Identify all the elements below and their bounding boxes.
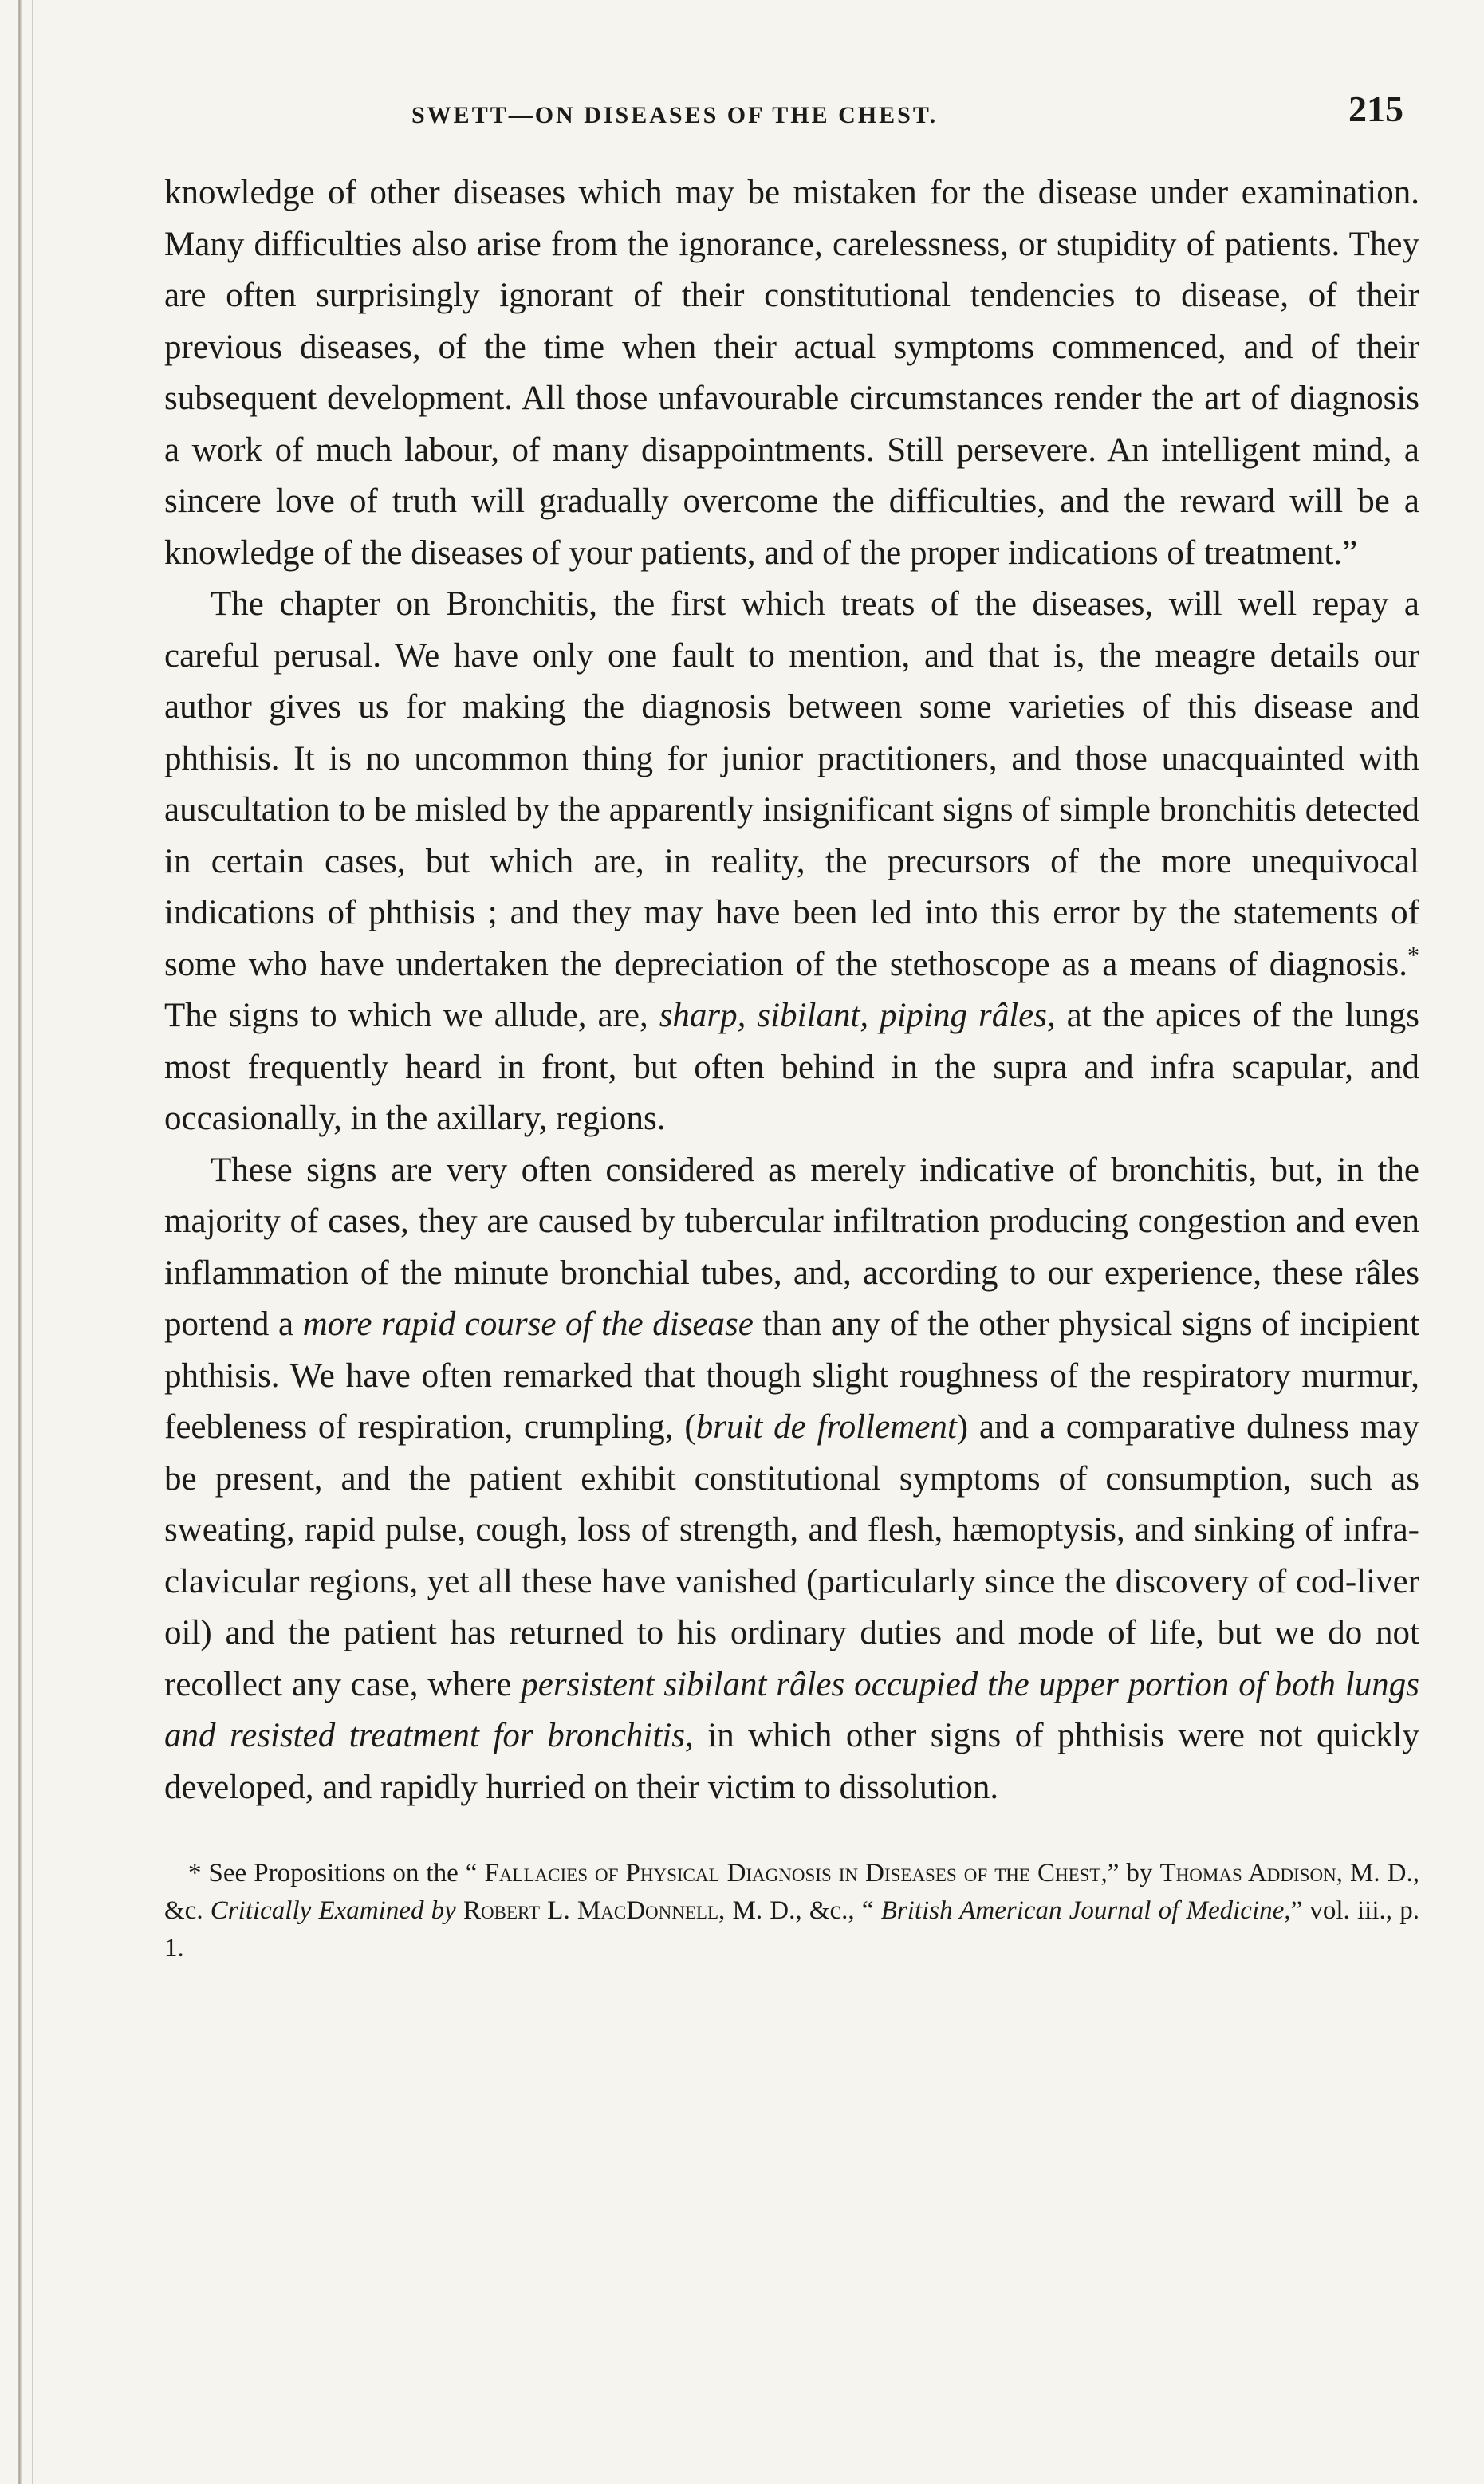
paragraph-2 [164, 579, 1419, 1145]
footnote-reviewer-caps: Robert L. MacDonnell, [455, 1896, 726, 1925]
footnote [164, 1855, 1419, 1967]
paragraph-3-italic-d: bruit de frollement [695, 1408, 957, 1446]
footnote-text [164, 1855, 1419, 1967]
footnote-title-caps: Fallacies of Physical Diagnosis in Diseases of the Chest, [484, 1859, 1108, 1888]
footnote-italic-f: Critically Examined by [210, 1896, 456, 1925]
footnote-reference: * [1407, 942, 1419, 969]
paragraph-2-text-b: The signs to which we allude, are, [164, 997, 659, 1034]
paragraph-1: knowledge of other diseases which may be mistaken for the disease under examination. Many difficulties also arise from the ignorance, carelessness, or stupidity of patients. They are often surprisingly ignorant of their constitutional tendencies to disease, of their previous diseases, of the time when their actual symptoms commenced, and of their subsequent development. All those unfavourable circumstances render the art of diagnosis a work of much labour, of many disappointments. Still persevere. An intelligent mind, a sincere love of truth will gradually overcome the difficulties, and the reward will be a knowledge of the diseases of your patients, and of the proper indications of treatment.” [164, 174, 1419, 572]
binding-shadow [32, 0, 33, 2484]
footnote-text-h: M. D., &c., “ [725, 1896, 881, 1925]
running-head: SWETT—ON DISEASES OF THE CHEST. [411, 102, 939, 128]
footnote-journal-italic: British American Journal of Medicine, [880, 1896, 1291, 1925]
page-header [164, 80, 1419, 136]
binding-edge [18, 0, 22, 2484]
paragraph-3-italic-f: persistent sibilant râles occupied the upper portion of both lungs and resisted treatment for bronchitis, [164, 1665, 1419, 1754]
footnote-text-c: ” by [1107, 1859, 1160, 1888]
paragraph-3-text-e: ) and a comparative dulness may be present, and the patient exhibit constitutional symptoms of consumption, such as sweating, rapid pulse, cough, loss of strength, and flesh, hæmoptysis, and sinking of infraclavicular regions, yet all these have vanished (particularly since the discovery of cod-liver oil) and the patient has returned to his ordinary duties and mode of life, but we do not recollect any case, where [164, 1408, 1419, 1703]
paragraph-3-text-c: than any of the other physical signs of incipient phthisis. We have often remarked that though slight roughness of the respiratory murmur, feebleness of respiration, crumpling, ( [164, 1305, 1419, 1446]
paragraph-2-italic: sharp, sibilant, piping râles, [659, 997, 1056, 1034]
paragraph-3-italic-b: more rapid course of the disease [302, 1305, 754, 1343]
paragraph-3-text-a: These signs are very often considered as merely indicative of bronchitis, but, in the majority of cases, they are caused by tubercular infiltration producing congestion and even inflammation of the minute bronchial tubes, and, according to our experience, these râles portend a [164, 1151, 1419, 1343]
footnote-mark: * [188, 1859, 202, 1888]
paragraph-2-text-d: at the apices of the lungs most frequently heard in front, but often behind in the supra and infra scapular, and occasionally, in the axillary, regions. [164, 997, 1419, 1137]
page [164, 80, 1419, 1967]
paragraph-2-text-a: The chapter on Bronchitis, the first which treats of the diseases, will well repay a careful perusal. We have only one fault to mention, and that is, the meagre details our author gives us for making the diagnosis between some varieties of this disease and phthisis. It is no uncommon thing for junior practitioners, and those unacquainted with auscultation to be misled by the apparently insignificant signs of simple bronchitis detected in certain cases, but which are, in reality, the precursors of the more unequivocal indications of phthisis ; and they may have been led into this error by the statements of some who have undertaken the depreciation of the stethoscope as a means of diagnosis. [164, 585, 1419, 983]
footnote-text-e: M. D., &c. [164, 1859, 1419, 1925]
footnote-author-caps: Thomas Addison, [1159, 1859, 1343, 1888]
footnote-text-a: See Propositions on the “ [201, 1859, 485, 1888]
footnote-text-j: ” vol. iii., p. 1. [164, 1896, 1419, 1962]
paragraph-3 [164, 1145, 1419, 1814]
body-text [164, 167, 1419, 1813]
page-number: 215 [1348, 89, 1403, 129]
paragraph-3-text-g: in which other signs of phthisis were not quickly developed, and rapidly hurried on their victim to dissolution. [164, 1717, 1419, 1806]
